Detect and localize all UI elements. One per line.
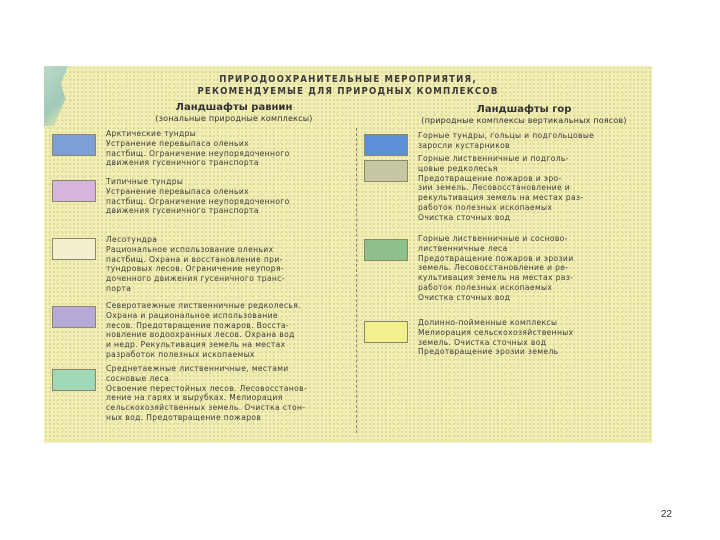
entry-line: тундровых лесов. Ограничение неупоря-: [106, 264, 284, 274]
entry-line: сосновые леса: [106, 373, 170, 383]
entry-line: Рациональное использование оленьих: [106, 244, 274, 254]
legend-entry-northern-taiga: [106, 301, 301, 360]
entry-line: порта: [106, 283, 132, 293]
entry-line: Среднетаежные лиственничные, местами: [106, 364, 289, 373]
entry-line: Северотаежные лиственничные редколесья.: [106, 301, 301, 310]
entry-line: пастбищ. Ограничение неупорядоченного: [106, 196, 290, 206]
entry-line: Долинно-пойменные комплексы: [418, 318, 558, 327]
entry-line: Освоение перестойных лесов. Лесовосстанов-: [106, 383, 308, 393]
entry-line: Устранение перевыпаса оленьих: [106, 186, 249, 196]
entry-line: заросли кустарников: [418, 140, 510, 150]
legend-entry-valley-floodplain: [418, 318, 574, 357]
entry-line: Горные тундры, гольцы и подгольцовые: [418, 131, 595, 140]
swatch-middle-taiga: [52, 369, 96, 391]
entry-line: пастбищ. Охрана и восстановление при-: [106, 254, 283, 264]
swatch-typical-tundra: [52, 180, 96, 202]
swatch-mountain-tundra: [364, 134, 408, 156]
legend-entry-mountain-larch-pine: [418, 234, 573, 303]
entry-line: работок полезных ископаемых: [418, 202, 553, 212]
entry-line: разработок полезных ископаемых: [106, 349, 255, 359]
entry-line: новление водоохранных лесов. Охрана вод: [106, 330, 295, 340]
legend-entry-mountain-tundra: [418, 131, 594, 151]
entry-line: цовые редколесья: [418, 163, 498, 173]
entry-line: и недр. Рекультивация земель на местах: [106, 340, 286, 350]
entry-line: движения гусеничного транспорта: [106, 158, 259, 168]
entry-line: земель. Очистка сточных вод: [418, 337, 547, 347]
entry-line: доченного движения гусеничного транс-: [106, 274, 285, 284]
legend-entry-typical-tundra: [106, 177, 290, 216]
entry-line: Устранение перевыпаса оленьих: [106, 138, 249, 148]
plains-header-subtitle: (зональные природные комплексы): [155, 114, 313, 123]
swatch-northern-taiga: [52, 306, 96, 328]
entry-line: работок полезных ископаемых: [418, 282, 553, 292]
swatch-valley-floodplain: [364, 321, 408, 343]
entry-line: ных вод. Предотвращение пожаров: [106, 412, 262, 422]
entry-line: культивация земель на местах раз-: [418, 273, 574, 283]
entry-line: земель. Лесовосстановление и ре-: [418, 263, 569, 273]
entry-line: Очистка сточных вод: [418, 292, 511, 302]
legend-entry-arctic-tundra: [106, 129, 290, 168]
entry-line: лесов. Предотвращение пожаров. Восста-: [106, 320, 290, 330]
swatch-forest-tundra: [52, 238, 96, 260]
page-number: 22: [660, 509, 672, 520]
entry-line: лиственничные леса: [418, 243, 508, 253]
entry-line: Охрана и рациональное использование: [106, 310, 278, 320]
plains-header: [104, 102, 364, 124]
entry-line: пастбищ. Ограничение неупорядоченного: [106, 148, 290, 158]
divider-bracket: [356, 128, 359, 433]
entry-line: Лесотундра: [106, 235, 158, 244]
entry-line: зии земель. Лесовосстановление и: [418, 183, 571, 193]
entry-line: Арктические тундры: [106, 129, 197, 138]
mountains-header-subtitle: (природные комплексы вертикальных поясов): [421, 116, 627, 125]
legend-title-line2: РЕКОМЕНДУЕМЫЕ ДЛЯ ПРИРОДНЫХ КОМПЛЕКСОВ: [197, 86, 499, 97]
entry-line: Типичные тундры: [106, 177, 184, 186]
entry-line: рекультивация земель на местах раз-: [418, 193, 584, 203]
plains-header-title: Ландшафты равнин: [175, 102, 293, 113]
entry-line: Очистка сточных вод: [418, 212, 511, 222]
legend-entry-mountain-larch-sparse: [418, 154, 583, 223]
legend-entry-middle-taiga: [106, 364, 307, 423]
entry-line: Мелиорация сельскохозяйственных: [418, 327, 574, 337]
legend-entry-forest-tundra: [106, 235, 285, 294]
swatch-mountain-larch-pine: [364, 239, 408, 261]
legend-title-line1: ПРИРОДООХРАНИТЕЛЬНЫЕ МЕРОПРИЯТИЯ,: [219, 74, 477, 85]
mountains-header: [394, 104, 652, 126]
entry-line: Предотвращение пожаров и эрозии: [418, 253, 574, 263]
entry-line: сельскохозяйственных земель. Очистка стон-: [106, 403, 306, 413]
entry-line: Горные лиственничные и подголь-: [418, 154, 569, 163]
entry-line: Предотвращение эрозии земель: [418, 347, 559, 357]
swatch-arctic-tundra: [52, 134, 96, 156]
entry-line: ление на гарях и вырубках. Мелиорация: [106, 393, 283, 403]
entry-line: Горные лиственничные и сосново-: [418, 234, 568, 243]
swatch-mountain-larch-sparse: [364, 160, 408, 182]
map-legend-scan: [44, 66, 652, 443]
entry-line: движения гусеничного транспорта: [106, 206, 259, 216]
entry-line: Предотвращение пожаров и эро-: [418, 173, 562, 183]
mountains-header-title: Ландшафты гор: [476, 104, 572, 115]
